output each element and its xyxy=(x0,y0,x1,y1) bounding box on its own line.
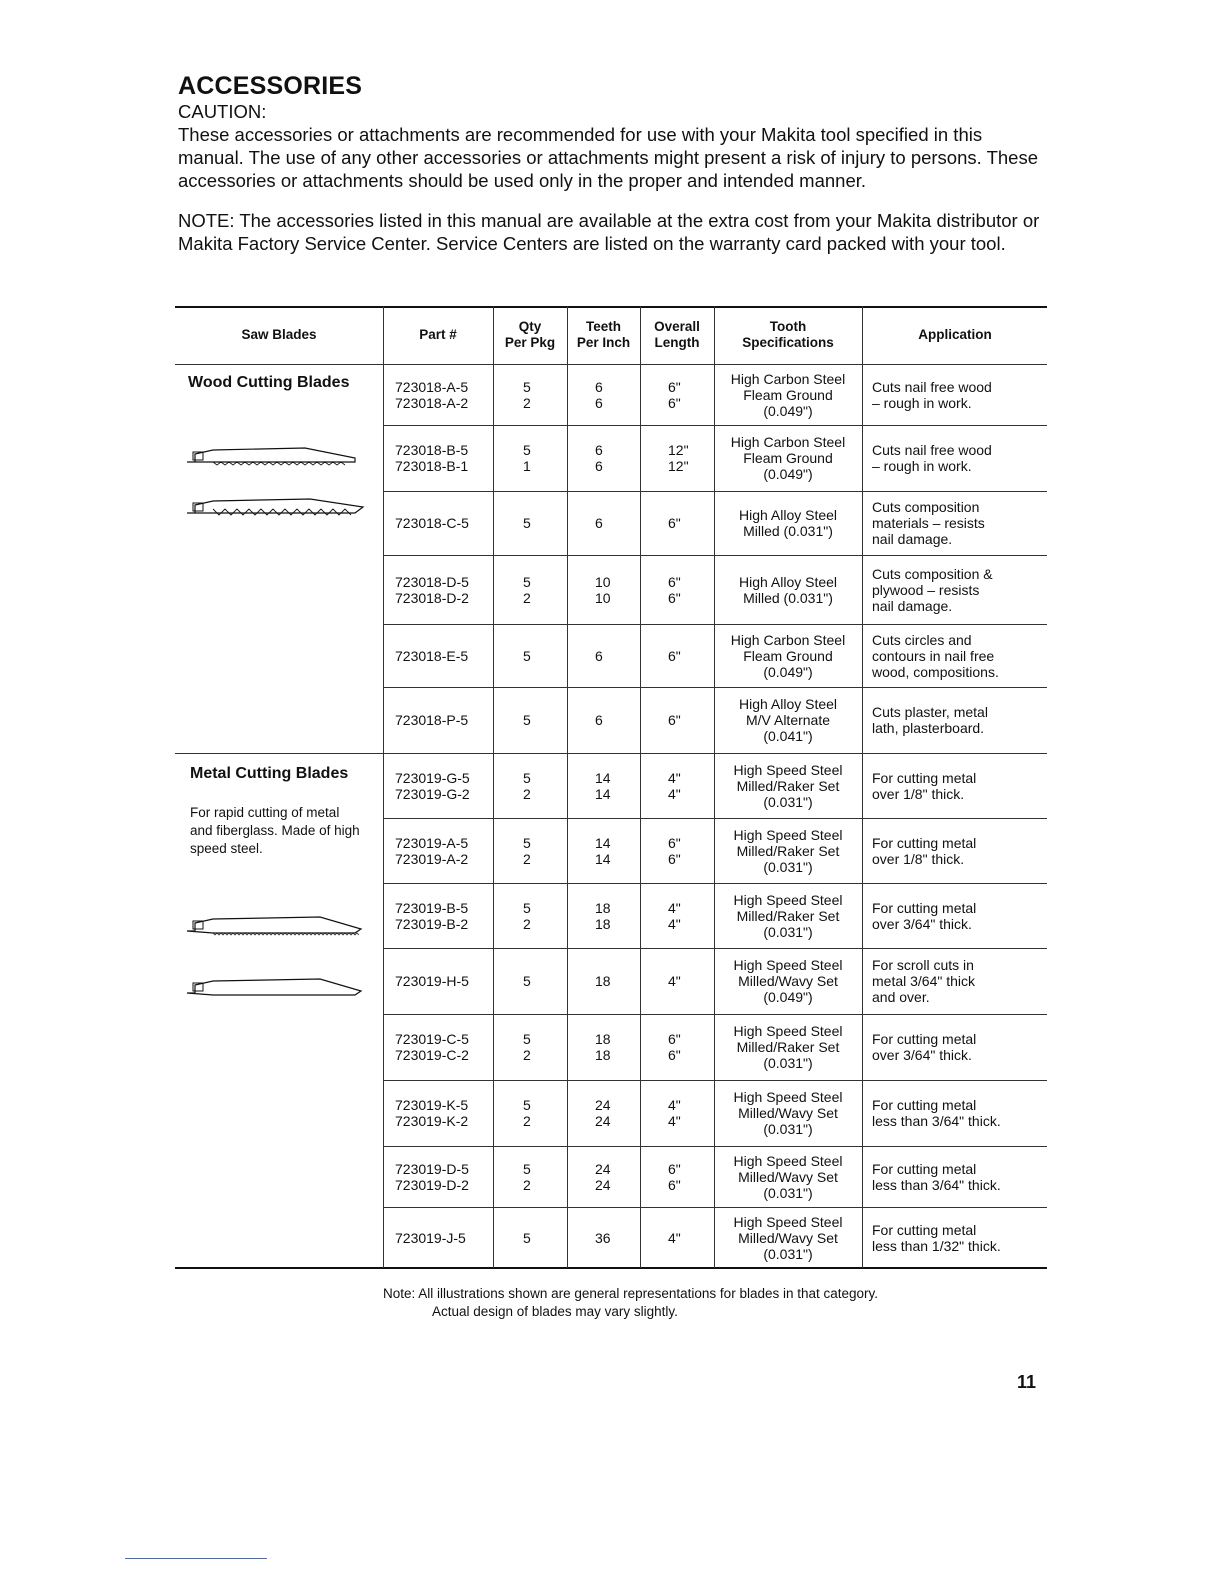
row-divider xyxy=(383,425,1047,426)
header-saw-blades: Saw Blades xyxy=(241,327,317,342)
cell-qty: 5 xyxy=(523,1229,531,1246)
cell-length: 4" xyxy=(668,1229,681,1246)
column-divider xyxy=(640,306,641,1268)
cell-part: 723019-C-5 723019-C-2 xyxy=(395,1031,469,1063)
cell-length: 4" xyxy=(668,973,681,989)
cell-length: 12" 12" xyxy=(668,442,689,474)
page-title: ACCESSORIES xyxy=(178,72,363,100)
cell-part: 723018-E-5 xyxy=(395,647,469,664)
cell-tooth-spec: High Alloy Steel Milled (0.031") xyxy=(738,507,838,539)
cell-part: 723019-D-5 723019-D-2 xyxy=(395,1160,469,1193)
cell-teeth: 18 18 xyxy=(595,1031,611,1063)
cell-teeth: 18 18 xyxy=(595,899,611,932)
cell-qty: 5 1 xyxy=(523,442,531,474)
cell-length: 4" 4" xyxy=(668,899,681,932)
column-divider xyxy=(567,306,568,1268)
cell-application: Cuts nail free wood – rough in work. xyxy=(872,378,992,411)
row-divider xyxy=(383,818,1047,819)
row-divider xyxy=(383,883,1047,884)
cell-qty: 5 2 xyxy=(523,378,531,411)
cell-application: For cutting metal over 3/64" thick. xyxy=(872,1031,977,1063)
cell-tooth-spec: High Speed Steel Milled/Raker Set (0.031") xyxy=(733,761,843,810)
cell-tooth-spec: High Speed Steel Milled/Wavy Set (0.049") xyxy=(733,957,843,1005)
cell-teeth: 6 xyxy=(595,647,603,664)
cell-tooth-spec: High Alloy Steel Milled (0.031") xyxy=(738,573,838,606)
cell-tooth-spec: High Speed Steel Milled/Raker Set (0.031") xyxy=(733,1023,843,1071)
row-divider xyxy=(383,1146,1047,1147)
cell-application: For cutting metal less than 3/64" thick. xyxy=(872,1097,1001,1129)
illustration-note xyxy=(383,1285,878,1321)
cell-length: 6" 6" xyxy=(668,1160,681,1193)
cell-length: 6" 6" xyxy=(668,834,681,867)
cell-application: For cutting metal over 1/8" thick. xyxy=(872,834,977,867)
cell-application: Cuts composition & plywood – resists nail damage. xyxy=(872,565,993,614)
cell-part: 723019-G-5 723019-G-2 xyxy=(395,769,470,802)
row-divider xyxy=(383,1207,1047,1208)
note-line-1: Note: All illustrations shown are general representations for blades in that category. xyxy=(383,1286,879,1301)
column-divider xyxy=(383,306,384,1268)
page-number: 11 xyxy=(1017,1372,1037,1392)
cell-length: 4" 4" xyxy=(668,1097,681,1129)
caution-paragraph: These accessories or attachments are recommended for use with your Makita tool specified in this manual. The use of any other accessories or attachments might present a risk of injury to persons. These accessories or attachments should be used only in the proper and intended manner. xyxy=(178,124,1038,191)
note-paragraph: NOTE: The accessories listed in this manual are available at the extra cost from your Makita distributor or Makita Factory Service Center. Service Centers are listed on the warranty card packed with your tool. xyxy=(178,210,1040,254)
cell-teeth: 6 xyxy=(595,515,603,531)
cell-length: 6" 6" xyxy=(668,573,681,606)
row-divider xyxy=(175,753,1047,754)
cell-application: Cuts nail free wood – rough in work. xyxy=(872,442,992,474)
note-line-2: Actual design of blades may vary slightly. xyxy=(432,1304,678,1319)
cell-tooth-spec: High Carbon Steel Fleam Ground (0.049") xyxy=(730,370,846,419)
cell-part: 723018-D-5 723018-D-2 xyxy=(395,573,469,606)
header-tooth-spec: Tooth Specifications xyxy=(742,319,834,350)
cell-tooth-spec: High Carbon Steel Fleam Ground (0.049") xyxy=(730,434,846,482)
cell-application: Cuts plaster, metal lath, plasterboard. xyxy=(872,704,988,736)
column-divider xyxy=(862,306,863,1268)
row-divider xyxy=(383,948,1047,949)
category-wood-title: Wood Cutting Blades xyxy=(188,374,350,391)
cell-qty: 5 2 xyxy=(523,769,531,802)
header-length: Overall Length xyxy=(654,319,700,350)
table-top-rule xyxy=(175,306,1047,308)
cell-tooth-spec: High Speed Steel Milled/Wavy Set (0.031") xyxy=(733,1089,843,1137)
wood-blade-illustration-2 xyxy=(185,495,370,519)
row-divider xyxy=(383,1080,1047,1081)
wood-blade-illustration-1 xyxy=(185,444,365,468)
header-part: Part # xyxy=(419,327,457,342)
row-divider xyxy=(383,624,1047,625)
cell-application: For cutting metal less than 1/32" thick. xyxy=(872,1221,1001,1254)
cell-length: 4" 4" xyxy=(668,769,681,802)
cell-teeth: 24 24 xyxy=(595,1097,611,1129)
cell-teeth: 24 24 xyxy=(595,1160,611,1193)
cell-application: Cuts circles and contours in nail free wood, compositions. xyxy=(872,631,999,680)
cell-tooth-spec: High Carbon Steel Fleam Ground (0.049") xyxy=(730,631,846,680)
cell-part: 723019-K-5 723019-K-2 xyxy=(395,1097,469,1129)
cell-part: 723019-H-5 xyxy=(395,973,469,989)
category-metal-title: Metal Cutting Blades xyxy=(190,765,349,782)
cell-part: 723019-A-5 723019-A-2 xyxy=(395,834,469,867)
cell-qty: 5 2 xyxy=(523,1160,531,1193)
cell-tooth-spec: High Speed Steel Milled/Wavy Set (0.031") xyxy=(733,1213,843,1262)
header-divider xyxy=(175,364,1047,365)
metal-blade-illustration-1 xyxy=(185,913,365,937)
cell-teeth: 6 xyxy=(595,712,603,728)
cell-qty: 5 xyxy=(523,973,531,989)
cell-teeth: 6 6 xyxy=(595,378,603,411)
cell-qty: 5 xyxy=(523,712,531,728)
row-divider xyxy=(383,1014,1047,1015)
caution-label: CAUTION: xyxy=(178,101,267,122)
cell-qty: 5 xyxy=(523,515,531,531)
cell-application: For cutting metal over 3/64" thick. xyxy=(872,899,977,932)
cell-tooth-spec: High Speed Steel Milled/Raker Set (0.031") xyxy=(733,826,843,875)
cell-length: 6" 6" xyxy=(668,378,681,411)
cell-teeth: 14 14 xyxy=(595,834,611,867)
cell-part: 723019-J-5 xyxy=(395,1229,466,1246)
header-teeth: Teeth Per Inch xyxy=(576,319,631,350)
cell-teeth: 6 6 xyxy=(595,442,603,474)
cell-qty: 5 xyxy=(523,647,531,664)
cell-length: 6" xyxy=(668,712,681,728)
cell-part: 723018-C-5 xyxy=(395,515,469,531)
header-qty: Qty Per Pkg xyxy=(504,319,556,350)
cell-qty: 5 2 xyxy=(523,1031,531,1063)
category-metal-description: For rapid cutting of metal and fiberglass. Made of high speed steel. xyxy=(190,805,360,856)
row-divider xyxy=(383,687,1047,688)
cell-application: For cutting metal less than 3/64" thick. xyxy=(872,1160,1001,1193)
metal-blade-illustration-2 xyxy=(185,975,365,999)
cell-part: 723018-P-5 xyxy=(395,712,469,728)
row-divider xyxy=(383,555,1047,556)
cell-length: 6" xyxy=(668,515,681,531)
table-bottom-rule xyxy=(175,1267,1047,1269)
cell-qty: 5 2 xyxy=(523,1097,531,1129)
cell-qty: 5 2 xyxy=(523,834,531,867)
column-divider xyxy=(493,306,494,1268)
cell-part: 723019-B-5 723019-B-2 xyxy=(395,899,469,932)
cell-tooth-spec: High Speed Steel Milled/Wavy Set (0.031") xyxy=(733,1152,843,1201)
cell-teeth: 14 14 xyxy=(595,769,611,802)
cell-application: For scroll cuts in metal 3/64" thick and over. xyxy=(872,957,976,1005)
cell-length: 6" 6" xyxy=(668,1031,681,1063)
cell-tooth-spec: High Alloy Steel M/V Alternate (0.041") xyxy=(738,696,838,744)
cell-length: 6" xyxy=(668,647,681,664)
cell-qty: 5 2 xyxy=(523,573,531,606)
cell-application: For cutting metal over 1/8" thick. xyxy=(872,769,977,802)
cell-teeth: 18 xyxy=(595,973,611,989)
cell-part: 723018-A-5 723018-A-2 xyxy=(395,378,469,411)
cell-qty: 5 2 xyxy=(523,899,531,932)
row-divider xyxy=(383,491,1047,492)
cell-teeth: 10 10 xyxy=(595,573,611,606)
cell-teeth: 36 xyxy=(595,1229,611,1246)
footer-line xyxy=(125,1558,267,1559)
cell-application: Cuts composition materials – resists nail damage. xyxy=(872,499,985,547)
header-application: Application xyxy=(918,327,992,342)
cell-tooth-spec: High Speed Steel Milled/Raker Set (0.031") xyxy=(733,891,843,940)
cell-part: 723018-B-5 723018-B-1 xyxy=(395,442,469,474)
